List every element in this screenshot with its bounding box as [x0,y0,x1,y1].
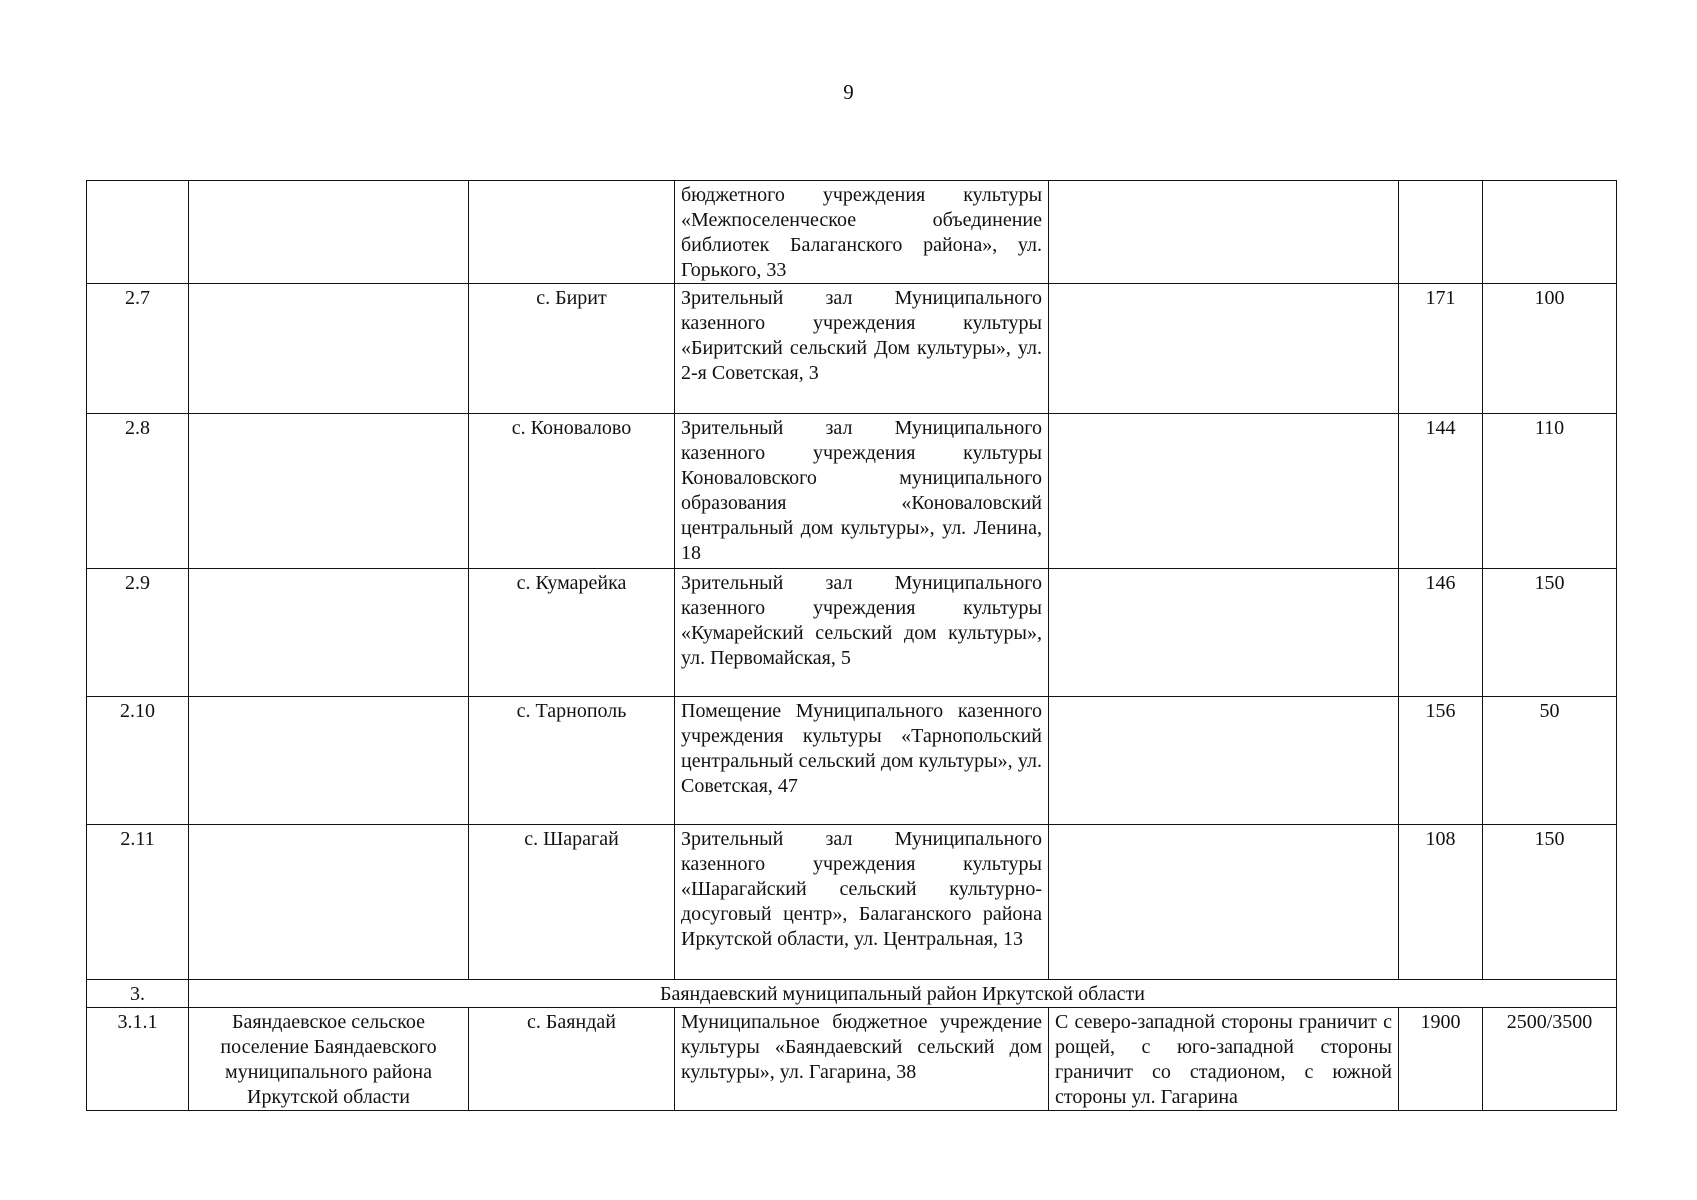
cell-municipality [189,181,469,284]
cell-value-1: 156 [1399,697,1483,825]
cell-value-2: 50 [1483,697,1617,825]
table-row [87,284,1617,414]
cell-num: 2.9 [87,569,189,697]
cell-value-1: 146 [1399,569,1483,697]
cell-value-2 [1483,181,1617,284]
cell-value-1: 144 [1399,414,1483,569]
cell-value-1: 108 [1399,825,1483,980]
cell-settlement: с. Баяндай [469,1008,675,1111]
table-row-continued [87,181,1617,284]
cell-settlement: с. Шарагай [469,825,675,980]
cell-municipality [189,825,469,980]
cell-num: 2.8 [87,414,189,569]
cell-description: Муниципальное бюджетное учреждение культуры «Баяндаевский сельский дом культуры», ул. Гагарина, 38 [675,1008,1049,1111]
cell-municipality [189,569,469,697]
venues-table [86,180,1617,1111]
cell-municipality [189,697,469,825]
cell-municipality: Баяндаевское сельское поселение Баяндаевского муниципального района Иркутской области [189,1008,469,1111]
page-number: 9 [843,80,854,104]
cell-description: Зрительный зал Муниципального казенного учреждения культуры «Биритский сельский Дом культуры», ул. 2-я Советская, 3 [675,284,1049,414]
cell-description: Зрительный зал Муниципального казенного учреждения культуры «Кумарейский сельский дом культуры», ул. Первомайская, 5 [675,569,1049,697]
cell-value-1: 171 [1399,284,1483,414]
cell-settlement: с. Кумарейка [469,569,675,697]
cell-boundaries [1049,569,1399,697]
cell-municipality [189,284,469,414]
table-row [87,825,1617,980]
cell-municipality [189,414,469,569]
cell-value-2: 150 [1483,825,1617,980]
cell-num: 2.10 [87,697,189,825]
cell-description: Зрительный зал Муниципального казенного учреждения культуры «Шарагайский сельский культурно-досуговый центр», Балаганского района Иркутской области, ул. Центральная, 13 [675,825,1049,980]
cell-num: 2.11 [87,825,189,980]
cell-settlement: с. Бирит [469,284,675,414]
cell-value-2: 100 [1483,284,1617,414]
cell-value-2: 110 [1483,414,1617,569]
cell-description: бюджетного учреждения культуры «Межпоселенческое объединение библиотек Балаганского района», ул. Горького, 33 [675,181,1049,284]
cell-boundaries [1049,697,1399,825]
cell-settlement: с. Коновалово [469,414,675,569]
cell-num: 3.1.1 [87,1008,189,1111]
section-row [87,980,1617,1008]
section-num: 3. [87,980,189,1008]
table-row [87,1008,1617,1111]
cell-value-1 [1399,181,1483,284]
cell-boundaries [1049,181,1399,284]
table-row [87,697,1617,825]
cell-boundaries [1049,825,1399,980]
cell-num: 2.7 [87,284,189,414]
cell-description: Зрительный зал Муниципального казенного учреждения культуры Коноваловского муниципального образования «Коноваловский центральный дом культуры», ул. Ленина, 18 [675,414,1049,569]
cell-boundaries [1049,414,1399,569]
cell-num [87,181,189,284]
cell-boundaries [1049,284,1399,414]
table-row [87,414,1617,569]
cell-settlement: с. Тарнополь [469,697,675,825]
cell-value-2: 150 [1483,569,1617,697]
cell-settlement [469,181,675,284]
cell-boundaries: С северо-западной стороны граничит с рощей, с юго-западной стороны граничит со стадионом, с южной стороны ул. Гагарина [1049,1008,1399,1111]
section-title: Баяндаевский муниципальный район Иркутской области [189,980,1617,1008]
cell-value-2: 2500/3500 [1483,1008,1617,1111]
cell-description: Помещение Муниципального казенного учреждения культуры «Тарнопольский центральный сельский дом культуры», ул. Советская, 47 [675,697,1049,825]
table-row [87,569,1617,697]
cell-value-1: 1900 [1399,1008,1483,1111]
